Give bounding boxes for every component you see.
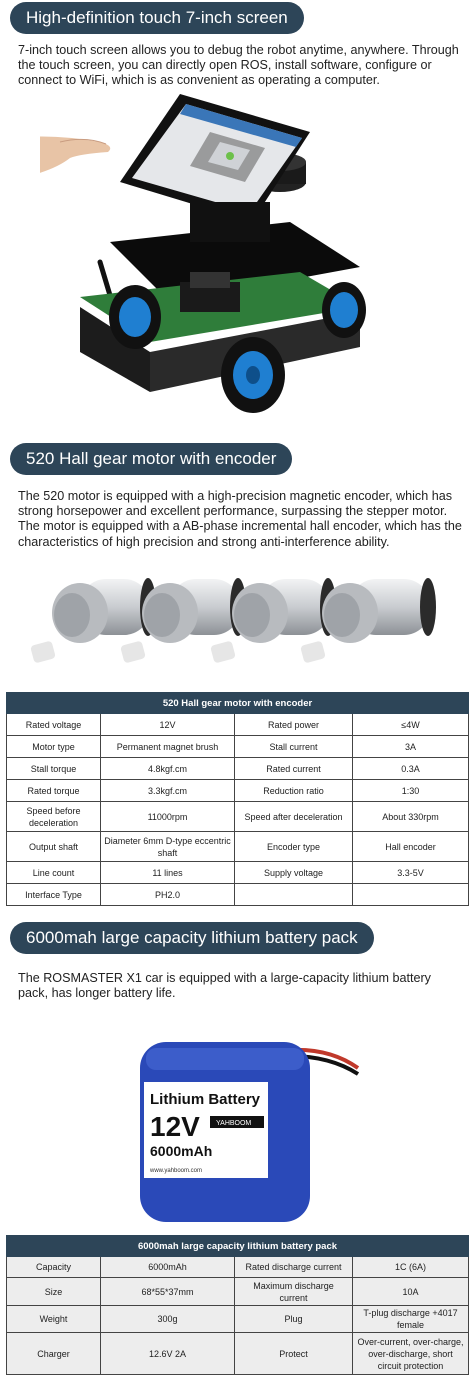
table-cell — [353, 884, 469, 906]
table-cell: Output shaft — [7, 832, 101, 862]
table-cell: 12.6V 2A — [101, 1333, 235, 1375]
table-cell: ≤4W — [353, 714, 469, 736]
table-cell: Diameter 6mm D-type eccentric shaft — [101, 832, 235, 862]
table-cell: Rated discharge current — [235, 1257, 353, 1278]
table-row — [7, 802, 469, 832]
table-cell: 300g — [101, 1306, 235, 1333]
table-row — [7, 884, 469, 906]
table-cell: Stall current — [235, 736, 353, 758]
table-cell: 11000rpm — [101, 802, 235, 832]
table-row — [7, 1257, 469, 1278]
table-cell: 10A — [353, 1278, 469, 1306]
table-cell: 68*55*37mm — [101, 1278, 235, 1306]
section-title-touch-screen: High-definition touch 7-inch screen — [10, 2, 304, 34]
table-row — [7, 758, 469, 780]
battery-spec-table — [6, 1235, 469, 1375]
table-cell: 1:30 — [353, 780, 469, 802]
section-title-battery: 6000mah large capacity lithium battery pack — [10, 922, 374, 954]
table-cell: Over-current, over-charge, over-discharge, short circuit protection — [353, 1333, 469, 1375]
table-row — [7, 736, 469, 758]
table-cell: Maximum discharge current — [235, 1278, 353, 1306]
robot-car-image — [40, 92, 390, 422]
section-title-motor: 520 Hall gear motor with encoder — [10, 443, 292, 475]
battery-label-url: www.yahboom.com — [150, 1168, 203, 1174]
table-cell: 4.8kgf.cm — [101, 758, 235, 780]
table-cell: 12V — [101, 714, 235, 736]
motor-table-title: 520 Hall gear motor with encoder — [7, 693, 469, 714]
table-cell: Encoder type — [235, 832, 353, 862]
table-row — [7, 862, 469, 884]
table-cell: 1C (6A) — [353, 1257, 469, 1278]
table-cell: 11 lines — [101, 862, 235, 884]
table-cell: 3A — [353, 736, 469, 758]
table-cell: Rated torque — [7, 780, 101, 802]
table-cell: Hall encoder — [353, 832, 469, 862]
battery-label-heading: Lithium Battery — [150, 1091, 261, 1108]
table-row — [7, 1333, 469, 1375]
section-description-touch-screen: 7-inch touch screen allows you to debug the robot anytime, anywhere. Through the touch screen, you can directly open ROS, install software, configure or connect to WiFi, which is as convenient as operating a computer. — [18, 43, 459, 88]
section-description-motor: The 520 motor is equipped with a high-precision magnetic encoder, which has strong horsepower and excellent performance, surpassing the stepper motor. The motor is equipped with a AB-phase incremental hall encoder, which has the characteristics of high precision and strong anti-interference ability. — [18, 489, 462, 549]
table-cell: T-plug discharge +4017 female — [353, 1306, 469, 1333]
table-cell: Rated power — [235, 714, 353, 736]
table-cell: PH2.0 — [101, 884, 235, 906]
battery-label-capacity: 6000mAh — [150, 1143, 213, 1159]
table-cell: Speed before deceleration — [7, 802, 101, 832]
table-cell: About 330rpm — [353, 802, 469, 832]
gear-motors-image — [30, 565, 450, 675]
battery-label-brand: YAHBOOM — [216, 1120, 252, 1127]
table-cell: 6000mAh — [101, 1257, 235, 1278]
table-cell: Motor type — [7, 736, 101, 758]
table-row — [7, 1306, 469, 1333]
table-cell: Interface Type — [7, 884, 101, 906]
table-cell: Plug — [235, 1306, 353, 1333]
table-cell: Rated current — [235, 758, 353, 780]
table-cell: Charger — [7, 1333, 101, 1375]
table-cell: Stall torque — [7, 758, 101, 780]
table-cell: Protect — [235, 1333, 353, 1375]
table-cell: 3.3kgf.cm — [101, 780, 235, 802]
table-cell: 3.3-5V — [353, 862, 469, 884]
table-row — [7, 1278, 469, 1306]
table-cell: Size — [7, 1278, 101, 1306]
table-row — [7, 832, 469, 862]
battery-pack-image — [130, 1028, 360, 1228]
motor-spec-table — [6, 692, 469, 906]
section-description-battery: The ROSMASTER X1 car is equipped with a large-capacity lithium battery pack, has longer battery life. — [18, 971, 431, 1001]
table-cell: Rated voltage — [7, 714, 101, 736]
table-cell: Speed after deceleration — [235, 802, 353, 832]
table-cell: 0.3A — [353, 758, 469, 780]
battery-label-voltage: 12V — [150, 1111, 200, 1142]
table-cell: Permanent magnet brush — [101, 736, 235, 758]
table-row — [7, 714, 469, 736]
table-cell: Reduction ratio — [235, 780, 353, 802]
table-row — [7, 780, 469, 802]
table-cell: Line count — [7, 862, 101, 884]
table-cell: Supply voltage — [235, 862, 353, 884]
table-cell: Capacity — [7, 1257, 101, 1278]
table-cell — [235, 884, 353, 906]
battery-table-title: 6000mah large capacity lithium battery pack — [7, 1236, 469, 1257]
table-cell: Weight — [7, 1306, 101, 1333]
